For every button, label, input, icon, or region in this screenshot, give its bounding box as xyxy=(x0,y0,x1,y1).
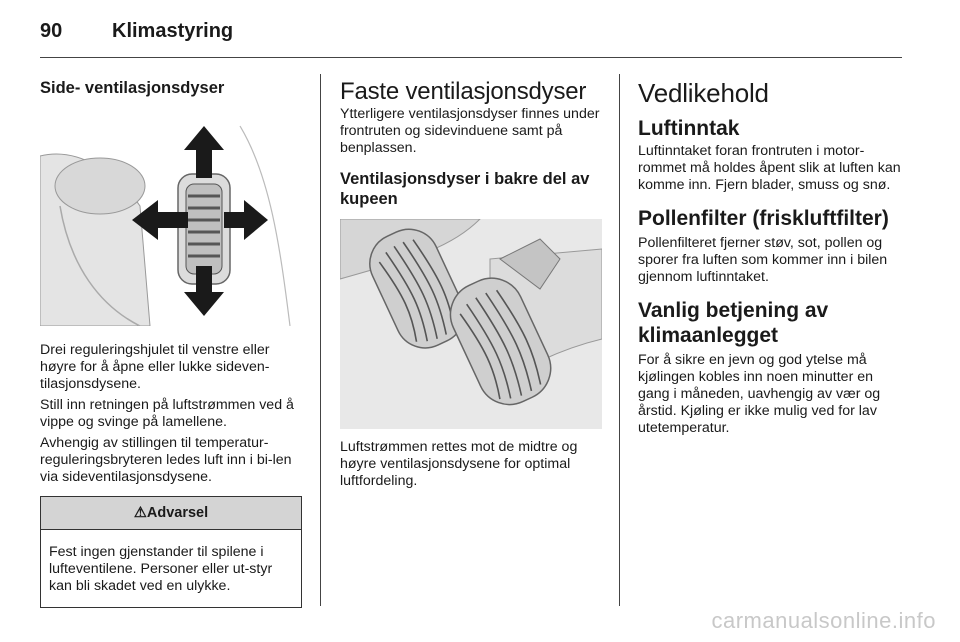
side-vent-with-arrows-illustration xyxy=(40,116,302,326)
subheading-air-intake: Luftinntak xyxy=(638,117,740,140)
paragraph: Still inn retningen på luftstrømmen ved å vippe og svinge på lamellene. xyxy=(40,397,294,430)
paragraph: Avhengig av stillingen til temperatur-reguleringsbryteren ledes luft inn i bi-len via sideventilasjonsdysene. xyxy=(40,435,292,485)
section-heading-maintenance: Vedlikehold xyxy=(638,78,769,108)
chapter-title: Klimastyring xyxy=(112,20,234,42)
paragraph: Pollenfilteret fjerner støv, sot, pollen og sporer fra luften som kommer inn i bilen gjennom luftinntaket. xyxy=(638,235,888,285)
column-3 xyxy=(638,78,903,437)
subheading-ac-operation: Vanlig betjening av klimaanlegget xyxy=(638,299,829,347)
paragraph: Drei reguleringshjulet til venstre eller høyre for å åpne eller lukke sideven-tilasjonsdysene. xyxy=(40,342,270,392)
page-header xyxy=(40,20,233,43)
column-divider-2 xyxy=(619,74,620,606)
section-heading-fixed-vents: Faste ventilasjonsdyser xyxy=(340,78,587,105)
section-heading-side-vents: Side- ventilasjonsdyser xyxy=(40,79,225,97)
page-number: 90 xyxy=(40,20,63,42)
subheading-rear-vents: Ventilasjonsdyser i bakre del av kupeen xyxy=(340,170,590,208)
watermark: carmanualsonline.info xyxy=(711,608,936,633)
warning-title: Advarsel xyxy=(146,505,209,521)
paragraph: Luftstrømmen rettes mot de midtre og høyre ventilasjonsdysene for optimal luftfordeling. xyxy=(340,439,578,489)
side-vent-figure xyxy=(40,116,302,326)
column-divider-1 xyxy=(320,74,321,606)
subheading-pollen-filter: Pollenfilter (friskluftfilter) xyxy=(638,207,889,230)
warning-header xyxy=(41,497,301,530)
warning-triangle-icon: ⚠ xyxy=(133,505,147,521)
column-2 xyxy=(340,78,605,490)
header-rule xyxy=(40,57,902,58)
paragraph: For å sikre en jevn og god ytelse må kjølingen kobles inn noen minutter en gang i måneden, uavhengig av vær og årstid. Kjøling er ikke mulig ved for lav utetemperatur. xyxy=(638,352,881,436)
rear-floor-vents-illustration xyxy=(340,219,602,429)
paragraph: Luftinntaket foran frontruten i motor-rommet må holdes åpent slik at luften kan komme inn. Fjern blader, smuss og snø. xyxy=(638,143,901,193)
column-1 xyxy=(40,78,302,608)
paragraph: Ytterligere ventilasjonsdyser finnes under frontruten og sidevinduene samt på benplassen. xyxy=(340,106,600,156)
warning-text: Fest ingen gjenstander til spilene i lufteventilene. Personer eller ut-styr kan bli skadet ved en ulykke. xyxy=(49,544,273,594)
warning-box xyxy=(40,496,302,608)
rear-vents-figure xyxy=(340,219,605,429)
